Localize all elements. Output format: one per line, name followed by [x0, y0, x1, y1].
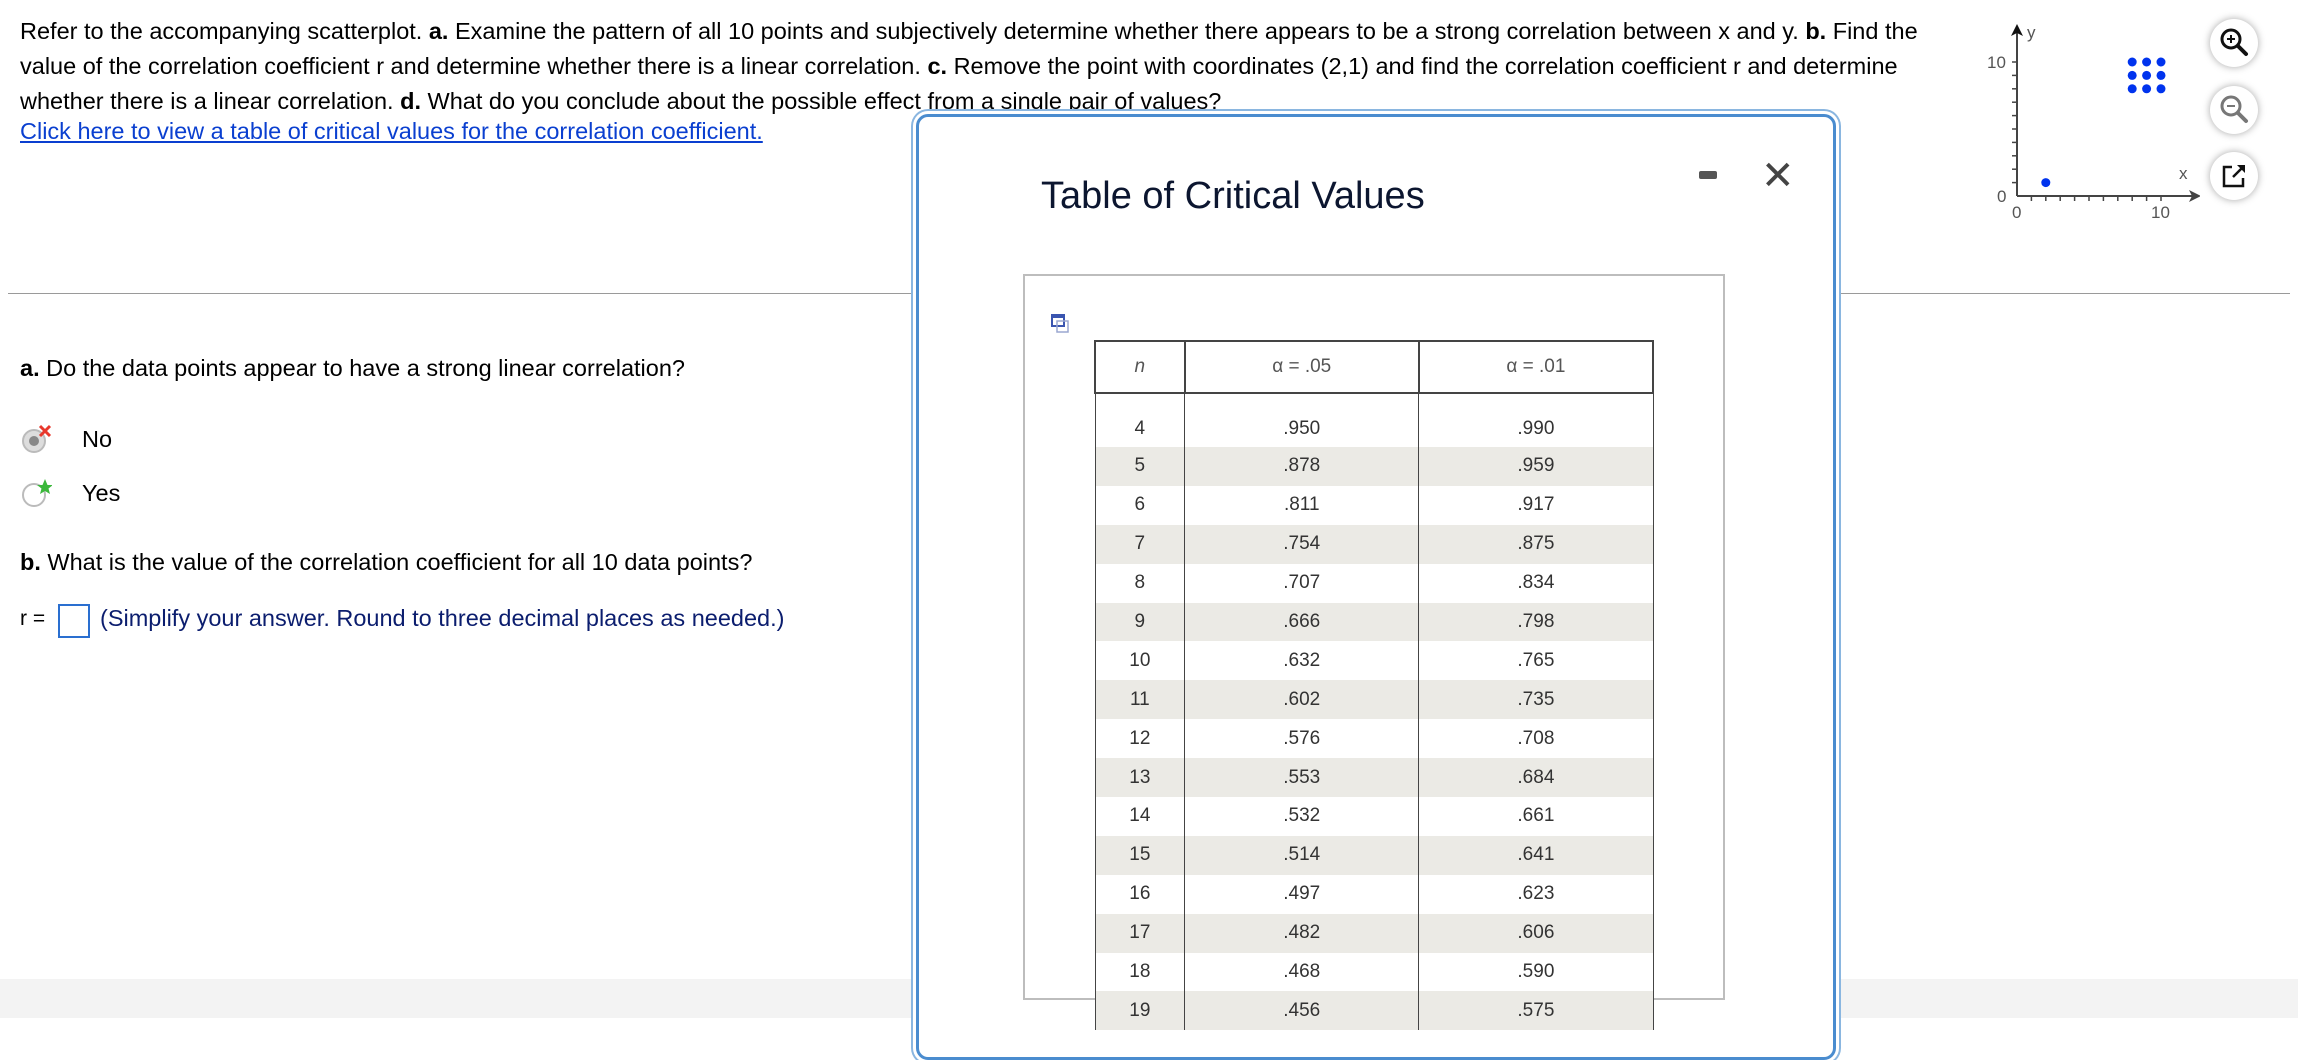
cell-n: 14 — [1095, 797, 1185, 836]
cell-alpha-01: .575 — [1419, 991, 1653, 1030]
table-row — [1095, 797, 1653, 836]
header-n: n — [1095, 341, 1185, 393]
cell-alpha-01: .765 — [1419, 641, 1653, 680]
close-button[interactable] — [1761, 153, 1795, 199]
cell-n: 7 — [1095, 525, 1185, 564]
y-axis-label: y — [2027, 23, 2036, 42]
zoom-out-button[interactable] — [2210, 86, 2258, 134]
table-row — [1095, 991, 1653, 1030]
cell-n: 5 — [1095, 447, 1185, 486]
y-tick-label: 0 — [1997, 187, 2007, 206]
pop-out-button[interactable] — [2210, 152, 2258, 200]
cell-alpha-01: .959 — [1419, 447, 1653, 486]
table-row — [1095, 641, 1653, 680]
x-axis-label: x — [2179, 164, 2188, 183]
x-tick-label: 10 — [2151, 203, 2170, 222]
r-answer-input[interactable] — [58, 604, 90, 638]
table-container — [1023, 274, 1725, 1021]
cell-alpha-05: .632 — [1185, 641, 1419, 680]
data-point — [2157, 84, 2166, 93]
table-row — [1095, 914, 1653, 953]
cell-n: 6 — [1095, 486, 1185, 525]
part-c-label: c. — [927, 53, 948, 79]
cell-alpha-05: .482 — [1185, 914, 1419, 953]
cell-alpha-01: .590 — [1419, 953, 1653, 992]
dialog-title: Table of Critical Values — [1041, 175, 1425, 217]
table-row — [1095, 953, 1653, 992]
table-row — [1095, 875, 1653, 914]
table-row — [1095, 758, 1653, 797]
option-no-label[interactable]: No — [82, 426, 113, 452]
cell-alpha-05: .514 — [1185, 836, 1419, 875]
cell-alpha-01: .684 — [1419, 758, 1653, 797]
part-b-label: b. — [1805, 18, 1827, 44]
question-text — [20, 14, 1970, 119]
cell-n: 19 — [1095, 991, 1185, 1030]
cell-alpha-01: .623 — [1419, 875, 1653, 914]
cell-alpha-01: .917 — [1419, 486, 1653, 525]
table-row — [1095, 564, 1653, 603]
cell-n: 8 — [1095, 564, 1185, 603]
data-point — [2128, 84, 2137, 93]
incorrect-radio-icon — [20, 424, 52, 456]
x-tick-label: 0 — [2012, 203, 2022, 222]
footer-bar — [0, 979, 918, 1018]
critical-values-dialog — [916, 114, 1836, 1060]
minimize-button[interactable] — [1699, 171, 1717, 179]
table-row — [1095, 603, 1653, 642]
cell-alpha-01: .735 — [1419, 680, 1653, 719]
radio-yes[interactable] — [20, 478, 50, 508]
cell-n: 12 — [1095, 719, 1185, 758]
table-row — [1095, 447, 1653, 486]
part-b-text: Find the value of the correlation coefficient r and determine whether there is a linear correlation. — [20, 18, 1918, 79]
zoom-in-icon — [2210, 19, 2258, 67]
cell-alpha-01: .990 — [1419, 393, 1653, 447]
table-row — [1095, 486, 1653, 525]
part-d-text: What do you conclude about the possible effect from a single pair of values? — [427, 88, 1222, 114]
cell-alpha-05: .666 — [1185, 603, 1419, 642]
zoom-out-icon — [2210, 86, 2258, 134]
data-point — [2142, 71, 2151, 80]
cell-n: 13 — [1095, 758, 1185, 797]
part-b-question — [20, 549, 752, 576]
cell-alpha-01: .875 — [1419, 525, 1653, 564]
cell-n: 10 — [1095, 641, 1185, 680]
data-point — [2157, 71, 2166, 80]
external-link-icon — [2210, 152, 2258, 200]
data-point — [2128, 58, 2137, 67]
table-row — [1095, 719, 1653, 758]
critical-values-link[interactable]: Click here to view a table of critical values for the correlation coefficient. — [20, 118, 763, 144]
close-icon: ✕ — [1761, 154, 1795, 198]
question-intro: Refer to the accompanying scatterplot. — [20, 18, 423, 44]
cell-alpha-01: .661 — [1419, 797, 1653, 836]
cell-alpha-01: .708 — [1419, 719, 1653, 758]
cell-alpha-01: .834 — [1419, 564, 1653, 603]
y-tick-label: 10 — [1987, 53, 2006, 72]
correct-star-radio-icon — [20, 478, 52, 510]
table-row — [1095, 525, 1653, 564]
table-row — [1095, 680, 1653, 719]
cell-n: 15 — [1095, 836, 1185, 875]
zoom-in-button[interactable] — [2210, 19, 2258, 67]
part-a-question — [20, 355, 685, 382]
cell-n: 4 — [1095, 393, 1185, 447]
part-b-prompt: What is the value of the correlation coefficient for all 10 data points? — [47, 549, 753, 575]
cell-alpha-01: .641 — [1419, 836, 1653, 875]
data-point — [2041, 178, 2050, 187]
part-a-text: Examine the pattern of all 10 points and subjectively determine whether there appears to be a strong correlation between x and y. — [455, 18, 1799, 44]
cell-alpha-05: .811 — [1185, 486, 1419, 525]
cell-n: 18 — [1095, 953, 1185, 992]
part-d-label: d. — [400, 88, 422, 114]
part-b-q-label: b. — [20, 549, 41, 575]
cell-alpha-05: .532 — [1185, 797, 1419, 836]
part-c-text: Remove the point with coordinates (2,1) and find the correlation coefficient r and determine whether there is a linear correlation. — [20, 53, 1898, 114]
data-point — [2157, 58, 2166, 67]
cell-alpha-05: .468 — [1185, 953, 1419, 992]
cell-alpha-05: .707 — [1185, 564, 1419, 603]
cell-n: 17 — [1095, 914, 1185, 953]
popout-window-icon[interactable] — [1051, 314, 1069, 334]
cell-alpha-05: .576 — [1185, 719, 1419, 758]
radio-no[interactable] — [20, 424, 50, 454]
table-row — [1095, 393, 1653, 447]
cell-alpha-01: .606 — [1419, 914, 1653, 953]
cell-alpha-05: .950 — [1185, 393, 1419, 447]
option-yes-label[interactable]: Yes — [82, 480, 121, 506]
cell-n: 16 — [1095, 875, 1185, 914]
cell-n: 9 — [1095, 603, 1185, 642]
cell-alpha-05: .553 — [1185, 758, 1419, 797]
r-label: r = — [20, 607, 46, 630]
header-alpha-01: α = .01 — [1419, 341, 1653, 393]
cell-alpha-01: .798 — [1419, 603, 1653, 642]
cell-alpha-05: .456 — [1185, 991, 1419, 1030]
table-row — [1095, 836, 1653, 875]
footer-bar-right — [1832, 979, 2298, 1018]
data-point — [2142, 84, 2151, 93]
part-a-q-label: a. — [20, 355, 40, 381]
data-point — [2142, 58, 2151, 67]
cell-alpha-05: .602 — [1185, 680, 1419, 719]
part-a-prompt: Do the data points appear to have a strong linear correlation? — [46, 355, 685, 381]
cell-alpha-05: .497 — [1185, 875, 1419, 914]
critical-values-table — [1094, 340, 1654, 1030]
cell-n: 11 — [1095, 680, 1185, 719]
cell-alpha-05: .878 — [1185, 447, 1419, 486]
header-alpha-05: α = .05 — [1185, 341, 1419, 393]
cell-alpha-05: .754 — [1185, 525, 1419, 564]
part-a-label: a. — [428, 18, 449, 44]
data-point — [2128, 71, 2137, 80]
scatterplot — [1960, 0, 2200, 230]
answer-hint: (Simplify your answer. Round to three decimal places as needed.) — [100, 605, 785, 631]
